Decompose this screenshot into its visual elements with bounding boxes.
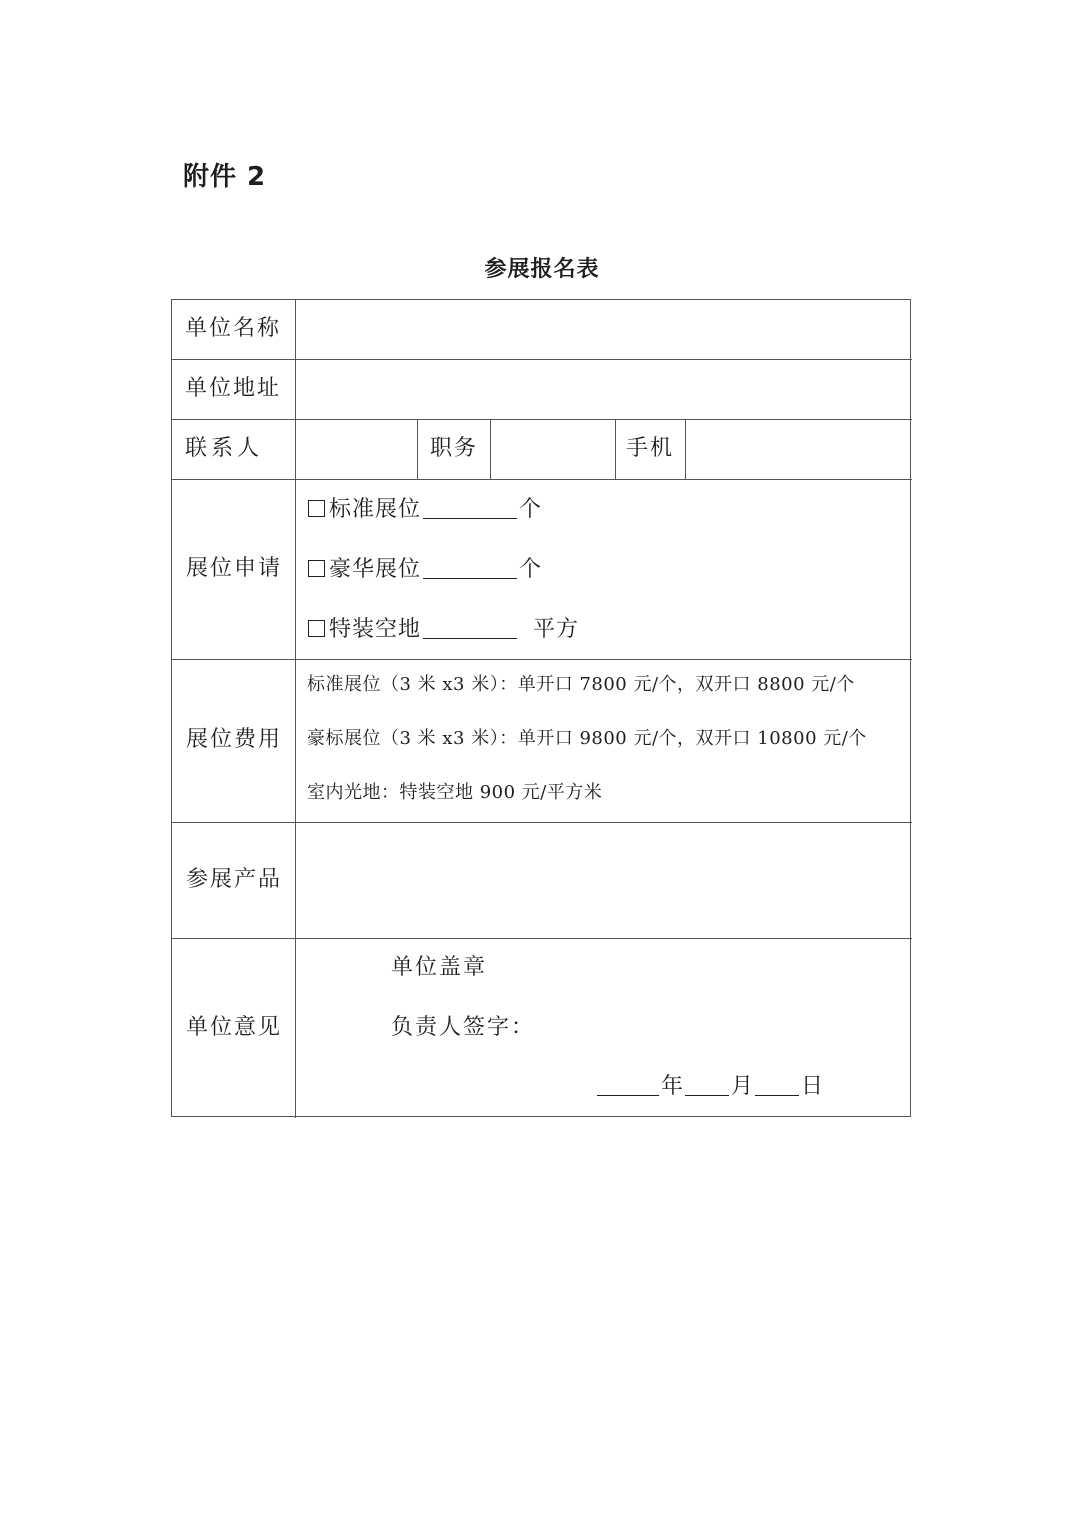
contact-column-divider: [417, 419, 418, 479]
products-field[interactable]: [298, 825, 908, 936]
mobile-label: 手机: [626, 436, 675, 461]
deluxe-booth-checkbox[interactable]: [308, 560, 325, 577]
signature-label: 负责人签字：: [391, 1015, 536, 1040]
raw-space-area-blank[interactable]: [423, 618, 517, 639]
row-divider: [172, 659, 912, 660]
products-label: 参展产品: [186, 867, 283, 892]
booth-application-label: 展位申请: [186, 556, 283, 581]
raw-space-unit: 平方: [533, 617, 580, 642]
deluxe-booth-option: [308, 558, 542, 581]
standard-booth-checkbox[interactable]: [308, 500, 325, 517]
row-divider: [172, 359, 912, 360]
month-label: 月: [731, 1074, 754, 1099]
row-divider: [172, 479, 912, 480]
registration-form-table: [171, 299, 911, 1117]
standard-booth-count-blank[interactable]: [423, 498, 517, 519]
month-blank[interactable]: [685, 1075, 729, 1096]
position-label: 职务: [430, 436, 479, 461]
opinion-label: 单位意见: [186, 1015, 283, 1040]
row-divider: [172, 419, 912, 420]
unit-address-field[interactable]: [298, 362, 908, 417]
deluxe-booth-count-blank[interactable]: [423, 558, 517, 579]
seal-label: 单位盖章: [391, 955, 488, 980]
row-divider: [172, 822, 912, 823]
label-column-divider: [295, 300, 296, 1118]
standard-booth-unit: 个: [519, 497, 543, 522]
year-blank[interactable]: [597, 1075, 659, 1096]
booth-fee-label: 展位费用: [186, 727, 283, 752]
contact-column-divider: [615, 419, 616, 479]
standard-booth-label: 标准展位: [329, 497, 422, 522]
date-line: [595, 1075, 823, 1098]
deluxe-booth-unit: 个: [519, 557, 543, 582]
year-label: 年: [661, 1074, 684, 1099]
day-blank[interactable]: [755, 1075, 799, 1096]
raw-space-label: 特装空地: [329, 617, 422, 642]
raw-space-checkbox[interactable]: [308, 620, 325, 637]
unit-name-field[interactable]: [298, 302, 908, 357]
day-label: 日: [801, 1074, 824, 1099]
mobile-field[interactable]: [688, 422, 908, 477]
position-field[interactable]: [493, 422, 613, 477]
deluxe-booth-label: 豪华展位: [329, 557, 422, 582]
form-title: 参展报名表: [484, 256, 600, 282]
unit-name-label: 单位名称: [185, 316, 282, 341]
contact-column-divider: [490, 419, 491, 479]
row-divider: [172, 938, 912, 939]
attachment-label: 附件 2: [183, 162, 267, 192]
unit-address-label: 单位地址: [185, 376, 282, 401]
contact-column-divider: [685, 419, 686, 479]
standard-booth-option: [308, 498, 542, 521]
fee-line-deluxe: 豪标展位（3 米 x3 米）：单开口 9800 元/个，双开口 10800 元/个: [307, 728, 867, 749]
fee-line-raw-space: 室内光地：特装空地 900 元/平方米: [307, 782, 603, 803]
fee-line-standard: 标准展位（3 米 x3 米）：单开口 7800 元/个，双开口 8800 元/个: [307, 674, 855, 695]
contact-person-label: 联系人: [185, 436, 264, 461]
contact-person-field[interactable]: [298, 422, 415, 477]
raw-space-option: [308, 618, 579, 641]
